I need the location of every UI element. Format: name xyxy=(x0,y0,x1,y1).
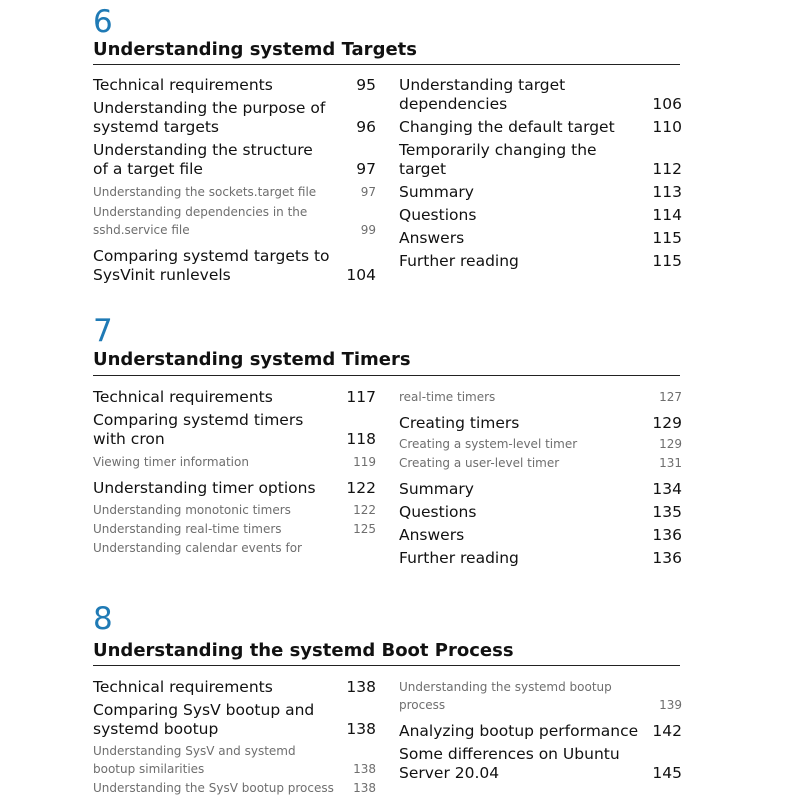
toc-entry-page: 129 xyxy=(652,414,682,432)
toc-subentry[interactable] xyxy=(93,501,376,519)
toc-entry-page: 138 xyxy=(353,762,376,776)
chapter-6-number: 6 xyxy=(93,4,113,40)
toc-entry[interactable] xyxy=(399,229,682,248)
toc-entry-title: Technical requirements xyxy=(93,76,273,94)
toc-entry-title: Understanding SysV and systemd bootup similarities xyxy=(93,744,296,776)
toc-entry-title: Summary xyxy=(399,480,474,498)
toc-entry[interactable] xyxy=(399,141,682,179)
toc-entry-page: 136 xyxy=(652,526,682,544)
toc-entry[interactable] xyxy=(93,411,376,449)
toc-entry-title: Questions xyxy=(399,206,477,224)
toc-entry-page: 118 xyxy=(346,430,376,448)
chapter-6-left-column xyxy=(93,76,376,285)
toc-entry-title: Changing the default target xyxy=(399,118,615,136)
toc-entry-title: Creating a system-level timer xyxy=(399,437,578,451)
toc-entry-title: Understanding real-time timers xyxy=(93,522,282,536)
toc-entry-page: 139 xyxy=(659,698,682,712)
toc-entry-title: Creating timers xyxy=(399,414,520,432)
toc-entry-title: Understanding the structure of a target file xyxy=(93,141,313,178)
toc-entry-page: 95 xyxy=(356,76,376,94)
toc-entry[interactable] xyxy=(93,388,376,407)
toc-entry-page: 106 xyxy=(652,95,682,113)
toc-entry[interactable] xyxy=(399,118,682,137)
toc-entry-page: 131 xyxy=(659,456,682,470)
toc-entry-title: Further reading xyxy=(399,252,519,270)
toc-entry[interactable] xyxy=(399,480,682,499)
toc-entry-title: Viewing timer information xyxy=(93,455,249,469)
toc-entry-page: 138 xyxy=(346,720,376,738)
chapter-8-left-column xyxy=(93,678,376,797)
toc-entry-title: Understanding target dependencies xyxy=(399,76,566,113)
toc-entry-title: Understanding the purpose of systemd targets xyxy=(93,99,326,136)
toc-entry-page: 136 xyxy=(652,549,682,567)
toc-entry-page: 142 xyxy=(652,722,682,740)
toc-entry-page: 129 xyxy=(659,437,682,451)
toc-entry[interactable] xyxy=(399,414,682,433)
toc-entry-page: 115 xyxy=(652,229,682,247)
toc-entry-page: 113 xyxy=(652,183,682,201)
toc-entry[interactable] xyxy=(93,678,376,697)
toc-entry-page: 115 xyxy=(652,252,682,270)
toc-entry-page: 112 xyxy=(652,160,682,178)
toc-entry-page: 110 xyxy=(652,118,682,136)
toc-entry-page: 99 xyxy=(360,223,376,237)
chapter-8-title: Understanding the systemd Boot Process xyxy=(93,640,514,661)
toc-entry-title: Technical requirements xyxy=(93,388,273,406)
toc-entry-title: Creating a user-level timer xyxy=(399,456,560,470)
toc-entry[interactable] xyxy=(93,701,376,739)
toc-entry[interactable] xyxy=(399,252,682,271)
toc-entry-page: 97 xyxy=(360,185,376,199)
toc-entry[interactable] xyxy=(399,549,682,568)
toc-entry-title: Understanding the systemd bootup process xyxy=(399,680,612,712)
toc-entry-page: 96 xyxy=(356,118,376,136)
toc-subentry[interactable] xyxy=(399,454,682,472)
toc-subentry[interactable] xyxy=(93,520,376,538)
toc-entry-page: 104 xyxy=(346,266,376,284)
chapter-6-right-column xyxy=(399,76,682,271)
toc-entry-title: Further reading xyxy=(399,549,519,567)
toc-entry-page: 114 xyxy=(652,206,682,224)
chapter-7-number: 7 xyxy=(93,313,113,349)
toc-entry-title: Understanding the sockets.target file xyxy=(93,185,317,199)
toc-entry-title: Comparing systemd timers with cron xyxy=(93,411,304,448)
toc-entry-title: Technical requirements xyxy=(93,678,273,696)
toc-entry-title: Answers xyxy=(399,526,465,544)
toc-entry-title: Summary xyxy=(399,183,474,201)
toc-entry-page: 138 xyxy=(346,678,376,696)
toc-subentry[interactable] xyxy=(93,539,376,557)
toc-entry-title: Comparing systemd targets to SysVinit runlevels xyxy=(93,247,330,284)
toc-subentry[interactable] xyxy=(399,435,682,453)
toc-subentry[interactable] xyxy=(93,742,376,778)
toc-entry-title: Understanding calendar events for xyxy=(93,541,302,555)
chapter-6-title: Understanding systemd Targets xyxy=(93,39,417,60)
toc-entry-page: 122 xyxy=(353,503,376,517)
toc-entry-page: 125 xyxy=(353,522,376,536)
toc-subentry[interactable] xyxy=(93,453,376,471)
toc-entry[interactable] xyxy=(399,76,682,114)
toc-subentry[interactable] xyxy=(93,203,376,239)
chapter-8-rule xyxy=(93,665,680,666)
toc-entry-title: Understanding the SysV bootup process xyxy=(93,781,334,795)
toc-entry-page: 134 xyxy=(652,480,682,498)
toc-entry[interactable] xyxy=(93,141,376,179)
toc-entry[interactable] xyxy=(399,526,682,545)
toc-entry-page: 138 xyxy=(353,781,376,795)
toc-entry-title: Temporarily changing the target xyxy=(399,141,597,178)
toc-entry-title: Understanding timer options xyxy=(93,479,316,497)
toc-subentry[interactable] xyxy=(93,779,376,797)
toc-entry[interactable] xyxy=(399,722,682,741)
chapter-7-right-column xyxy=(399,388,682,568)
chapter-7-left-column xyxy=(93,388,376,557)
toc-subentry[interactable] xyxy=(399,678,682,714)
chapter-6-rule xyxy=(93,64,680,65)
toc-subentry[interactable] xyxy=(93,183,376,201)
toc-entry-title: Comparing SysV bootup and systemd bootup xyxy=(93,701,315,738)
toc-entry[interactable] xyxy=(399,206,682,225)
chapter-8-right-column xyxy=(399,678,682,783)
chapter-8-number: 8 xyxy=(93,601,113,637)
toc-entry[interactable] xyxy=(399,183,682,202)
toc-entry[interactable] xyxy=(93,76,376,95)
toc-entry[interactable] xyxy=(93,247,376,285)
toc-entry-page: 97 xyxy=(356,160,376,178)
toc-entry-title: Analyzing bootup performance xyxy=(399,722,639,740)
toc-entry-page: 135 xyxy=(652,503,682,521)
toc-entry-page: 122 xyxy=(346,479,376,497)
toc-entry-page: 127 xyxy=(659,390,682,404)
toc-entry-title: Questions xyxy=(399,503,477,521)
toc-entry-title: Understanding dependencies in the sshd.service file xyxy=(93,205,308,237)
toc-entry-title: Understanding monotonic timers xyxy=(93,503,291,517)
toc-entry[interactable] xyxy=(93,99,376,137)
chapter-7-rule xyxy=(93,375,680,376)
toc-entry-title: Some differences on Ubuntu Server 20.04 xyxy=(399,745,620,782)
toc-entry-page: 117 xyxy=(346,388,376,406)
toc-entry-title: Answers xyxy=(399,229,465,247)
toc-entry[interactable] xyxy=(399,745,682,783)
toc-entry-title: real-time timers xyxy=(399,390,496,404)
toc-subentry[interactable] xyxy=(399,388,682,406)
toc-entry-page: 145 xyxy=(652,764,682,782)
toc-entry[interactable] xyxy=(399,503,682,522)
chapter-7-title: Understanding systemd Timers xyxy=(93,349,411,370)
toc-entry-page: 119 xyxy=(353,455,376,469)
toc-entry[interactable] xyxy=(93,479,376,498)
